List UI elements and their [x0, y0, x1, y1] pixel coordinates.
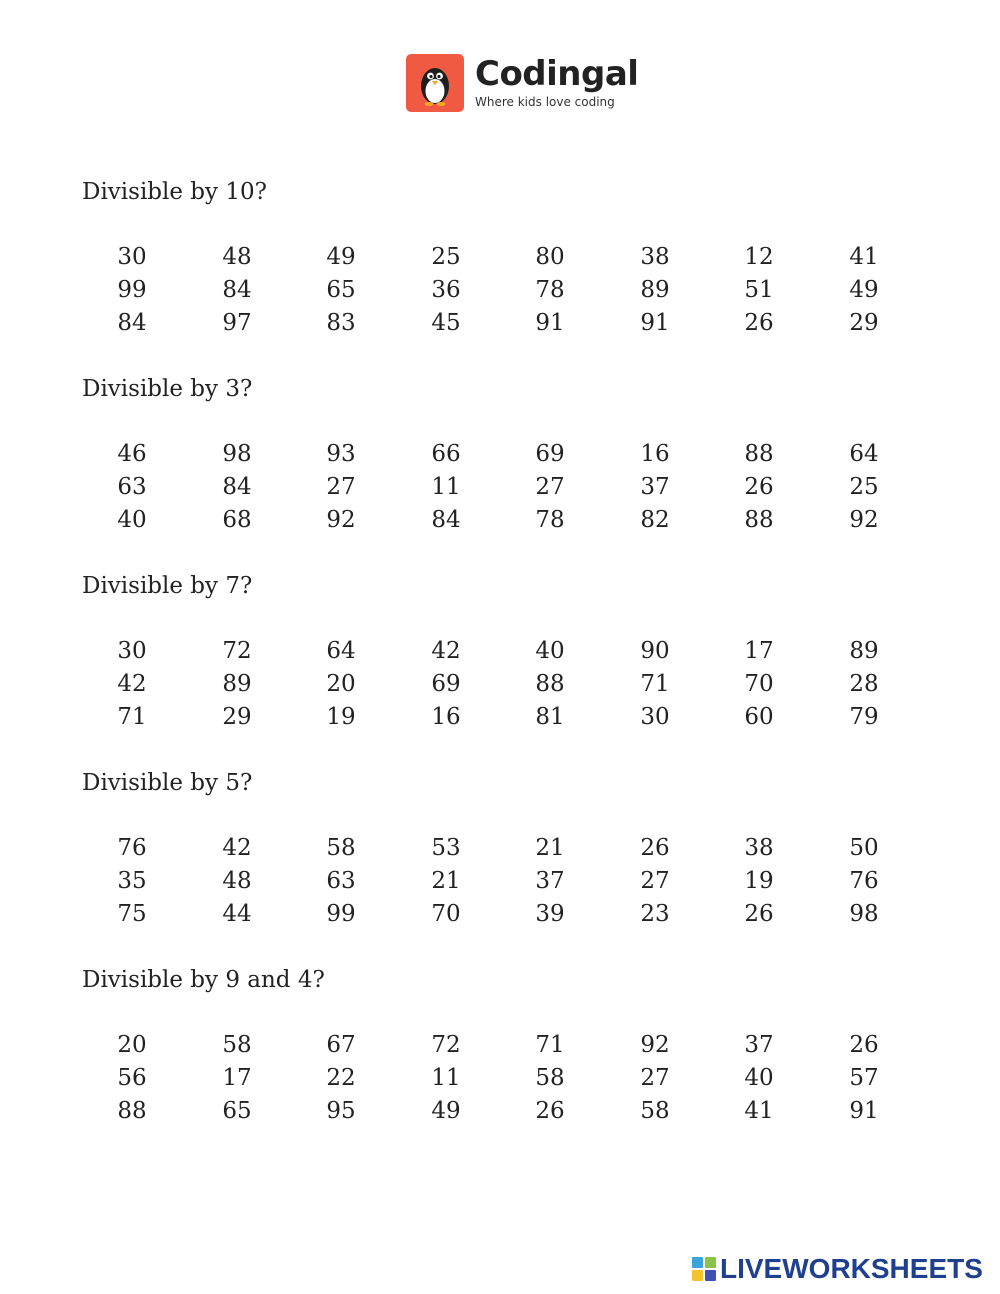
number-cell: 67: [326, 1032, 356, 1058]
number-cell: 70: [744, 671, 774, 697]
number-cell: 60: [744, 704, 774, 730]
number-cell: 88: [744, 441, 774, 467]
brand-header: [406, 54, 638, 112]
number-cell: 57: [849, 1065, 879, 1091]
number-cell: 91: [849, 1098, 879, 1124]
number-cell: 49: [849, 277, 879, 303]
number-cell: 27: [640, 1065, 670, 1091]
exercise-question: Divisible by 9 and 4?: [82, 967, 325, 993]
number-cell: 21: [431, 868, 461, 894]
number-cell: 72: [222, 638, 252, 664]
number-cell: 12: [744, 244, 774, 270]
number-cell: 26: [535, 1098, 565, 1124]
number-cell: 40: [117, 507, 147, 533]
number-cell: 26: [744, 474, 774, 500]
number-cell: 99: [117, 277, 147, 303]
number-cell: 30: [117, 638, 147, 664]
number-grid: [0, 1031, 1000, 1130]
brand-tagline: Where kids love coding: [475, 95, 615, 109]
number-cell: 45: [431, 310, 461, 336]
number-cell: 65: [222, 1098, 252, 1124]
number-cell: 64: [849, 441, 879, 467]
number-cell: 17: [222, 1065, 252, 1091]
number-cell: 78: [535, 277, 565, 303]
number-row: [0, 834, 1000, 867]
number-cell: 68: [222, 507, 252, 533]
number-cell: 48: [222, 244, 252, 270]
number-cell: 97: [222, 310, 252, 336]
liveworksheets-footer: [692, 1254, 983, 1284]
number-cell: 58: [535, 1065, 565, 1091]
number-cell: 42: [431, 638, 461, 664]
number-cell: 42: [222, 835, 252, 861]
number-cell: 81: [535, 704, 565, 730]
number-cell: 71: [117, 704, 147, 730]
number-grid: [0, 440, 1000, 539]
number-cell: 98: [849, 901, 879, 927]
number-cell: 91: [535, 310, 565, 336]
number-cell: 92: [326, 507, 356, 533]
number-row: [0, 867, 1000, 900]
number-cell: 16: [431, 704, 461, 730]
number-cell: 38: [744, 835, 774, 861]
codingal-logo: [406, 54, 464, 112]
number-cell: 16: [640, 441, 670, 467]
exercise-question: Divisible by 7?: [82, 573, 253, 599]
number-cell: 29: [222, 704, 252, 730]
number-cell: 49: [326, 244, 356, 270]
number-cell: 41: [849, 244, 879, 270]
number-cell: 92: [640, 1032, 670, 1058]
number-cell: 95: [326, 1098, 356, 1124]
number-cell: 58: [640, 1098, 670, 1124]
number-cell: 50: [849, 835, 879, 861]
number-cell: 35: [117, 868, 147, 894]
brand-text: [475, 56, 638, 110]
number-cell: 21: [535, 835, 565, 861]
number-cell: 26: [744, 310, 774, 336]
number-cell: 63: [117, 474, 147, 500]
number-cell: 37: [535, 868, 565, 894]
number-cell: 65: [326, 277, 356, 303]
number-cell: 19: [326, 704, 356, 730]
number-cell: 79: [849, 704, 879, 730]
number-cell: 36: [431, 277, 461, 303]
number-cell: 84: [222, 277, 252, 303]
number-cell: 30: [640, 704, 670, 730]
number-cell: 88: [117, 1098, 147, 1124]
number-cell: 26: [640, 835, 670, 861]
number-cell: 29: [849, 310, 879, 336]
number-row: [0, 243, 1000, 276]
penguin-icon: [406, 54, 464, 112]
number-cell: 25: [431, 244, 461, 270]
number-cell: 76: [849, 868, 879, 894]
number-cell: 83: [326, 310, 356, 336]
number-cell: 93: [326, 441, 356, 467]
number-cell: 27: [535, 474, 565, 500]
number-cell: 66: [431, 441, 461, 467]
number-cell: 41: [744, 1098, 774, 1124]
number-row: [0, 309, 1000, 342]
number-cell: 71: [640, 671, 670, 697]
number-cell: 22: [326, 1065, 356, 1091]
number-grid: [0, 637, 1000, 736]
number-cell: 82: [640, 507, 670, 533]
number-cell: 46: [117, 441, 147, 467]
number-cell: 90: [640, 638, 670, 664]
number-cell: 71: [535, 1032, 565, 1058]
number-cell: 38: [640, 244, 670, 270]
number-row: [0, 900, 1000, 933]
number-cell: 63: [326, 868, 356, 894]
number-row: [0, 1097, 1000, 1130]
number-cell: 20: [117, 1032, 147, 1058]
number-cell: 26: [744, 901, 774, 927]
number-cell: 44: [222, 901, 252, 927]
number-cell: 27: [640, 868, 670, 894]
number-cell: 42: [117, 671, 147, 697]
number-cell: 84: [222, 474, 252, 500]
liveworksheets-logo-icon: [692, 1257, 716, 1281]
number-cell: 56: [117, 1065, 147, 1091]
number-cell: 25: [849, 474, 879, 500]
number-cell: 99: [326, 901, 356, 927]
number-row: [0, 637, 1000, 670]
number-cell: 17: [744, 638, 774, 664]
number-grid: [0, 243, 1000, 342]
number-cell: 92: [849, 507, 879, 533]
number-cell: 26: [849, 1032, 879, 1058]
number-cell: 37: [640, 474, 670, 500]
number-cell: 48: [222, 868, 252, 894]
number-cell: 11: [431, 1065, 461, 1091]
number-cell: 49: [431, 1098, 461, 1124]
number-cell: 19: [744, 868, 774, 894]
number-cell: 69: [535, 441, 565, 467]
number-cell: 37: [744, 1032, 774, 1058]
number-row: [0, 440, 1000, 473]
number-cell: 91: [640, 310, 670, 336]
number-cell: 40: [535, 638, 565, 664]
number-cell: 40: [744, 1065, 774, 1091]
number-cell: 72: [431, 1032, 461, 1058]
number-cell: 27: [326, 474, 356, 500]
number-cell: 53: [431, 835, 461, 861]
number-cell: 88: [744, 507, 774, 533]
number-cell: 39: [535, 901, 565, 927]
number-cell: 84: [431, 507, 461, 533]
number-row: [0, 670, 1000, 703]
brand-name: Codingal: [475, 54, 639, 94]
number-cell: 88: [535, 671, 565, 697]
number-cell: 58: [222, 1032, 252, 1058]
number-cell: 80: [535, 244, 565, 270]
number-row: [0, 1064, 1000, 1097]
number-row: [0, 473, 1000, 506]
number-cell: 69: [431, 671, 461, 697]
number-cell: 98: [222, 441, 252, 467]
liveworksheets-wordmark: LIVEWORKSHEETS: [720, 1253, 983, 1284]
number-cell: 76: [117, 835, 147, 861]
number-cell: 11: [431, 474, 461, 500]
number-row: [0, 1031, 1000, 1064]
number-cell: 51: [744, 277, 774, 303]
number-cell: 89: [222, 671, 252, 697]
number-row: [0, 506, 1000, 539]
number-row: [0, 276, 1000, 309]
exercise-question: Divisible by 3?: [82, 376, 253, 402]
exercise-question: Divisible by 5?: [82, 770, 253, 796]
number-cell: 89: [849, 638, 879, 664]
number-cell: 64: [326, 638, 356, 664]
number-cell: 28: [849, 671, 879, 697]
number-cell: 84: [117, 310, 147, 336]
exercise-question: Divisible by 10?: [82, 179, 267, 205]
number-cell: 23: [640, 901, 670, 927]
number-cell: 75: [117, 901, 147, 927]
number-cell: 89: [640, 277, 670, 303]
number-row: [0, 703, 1000, 736]
number-cell: 78: [535, 507, 565, 533]
number-cell: 58: [326, 835, 356, 861]
number-grid: [0, 834, 1000, 933]
number-cell: 30: [117, 244, 147, 270]
number-cell: 70: [431, 901, 461, 927]
number-cell: 20: [326, 671, 356, 697]
